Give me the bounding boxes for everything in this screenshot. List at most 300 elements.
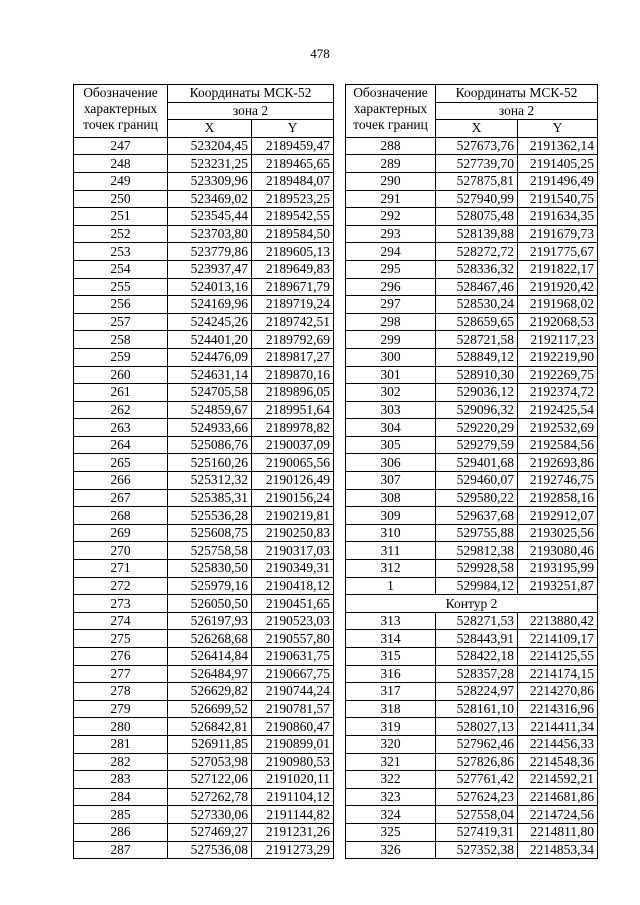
table-row: [346, 542, 598, 560]
point-number: 313: [346, 612, 436, 630]
table-row: [346, 735, 598, 753]
y-coordinate: 2190065,56: [252, 454, 334, 472]
point-number: 292: [346, 208, 436, 226]
x-coordinate: 524245,26: [168, 313, 252, 331]
x-coordinate: 526629,82: [168, 683, 252, 701]
x-coordinate: 527624,23: [436, 788, 518, 806]
table-row: [346, 524, 598, 542]
y-coordinate: 2190860,47: [252, 718, 334, 736]
table-row: [74, 489, 334, 507]
y-coordinate: 2191775,67: [518, 243, 598, 261]
y-coordinate: 2189649,83: [252, 260, 334, 278]
x-coordinate: 524705,58: [168, 384, 252, 402]
x-coordinate: 527536,08: [168, 841, 252, 859]
point-label-header: [346, 85, 436, 138]
x-coordinate: 528271,53: [436, 612, 518, 630]
header-label-line-1: Обозначение: [353, 85, 428, 100]
x-coordinate: 528161,10: [436, 700, 518, 718]
table-row: [74, 225, 334, 243]
point-number: 295: [346, 260, 436, 278]
point-number: 310: [346, 524, 436, 542]
x-coordinate: 526197,93: [168, 612, 252, 630]
y-coordinate: 2191231,26: [252, 823, 334, 841]
point-number: 248: [74, 155, 168, 173]
point-number: 266: [74, 472, 168, 490]
y-coordinate: 2213880,42: [518, 612, 598, 630]
y-coordinate: 2214548,36: [518, 753, 598, 771]
y-coordinate: 2189792,69: [252, 331, 334, 349]
table-row: [74, 735, 334, 753]
x-coordinate: 528224,97: [436, 683, 518, 701]
point-number: 278: [74, 683, 168, 701]
zone-header: зона 2: [436, 102, 598, 120]
table-row: [346, 190, 598, 208]
y-coordinate: 2214125,55: [518, 648, 598, 666]
y-coordinate: 2190631,75: [252, 648, 334, 666]
table-row: [346, 718, 598, 736]
table-row: [74, 771, 334, 789]
y-coordinate: 2191362,14: [518, 137, 598, 155]
point-number: 300: [346, 348, 436, 366]
table-row: [346, 630, 598, 648]
x-coordinate: 524859,67: [168, 401, 252, 419]
y-coordinate: 2190126,49: [252, 472, 334, 490]
point-number: 307: [346, 472, 436, 490]
x-coordinate: 527330,06: [168, 806, 252, 824]
y-coordinate: 2214724,56: [518, 806, 598, 824]
y-coordinate: 2189742,51: [252, 313, 334, 331]
table-row: [346, 260, 598, 278]
point-number: 1: [346, 577, 436, 595]
table-row: [74, 595, 334, 613]
y-coordinate: 2191822,17: [518, 260, 598, 278]
table-row: [346, 225, 598, 243]
x-coordinate: 523937,47: [168, 260, 252, 278]
table-row: [346, 278, 598, 296]
table-row: [346, 436, 598, 454]
y-coordinate: 2191496,49: [518, 172, 598, 190]
point-number: 271: [74, 560, 168, 578]
y-coordinate: 2192693,86: [518, 454, 598, 472]
y-coordinate: 2189605,13: [252, 243, 334, 261]
header-label-line-3: точек границ: [353, 117, 428, 132]
coordinates-table-right: [345, 84, 598, 859]
y-coordinate: 2214681,86: [518, 788, 598, 806]
y-coordinate: 2192425,54: [518, 401, 598, 419]
point-number: 322: [346, 771, 436, 789]
point-number: 299: [346, 331, 436, 349]
point-number: 302: [346, 384, 436, 402]
right-table-body: [346, 137, 598, 858]
table-row: [74, 419, 334, 437]
x-coordinate: 527469,27: [168, 823, 252, 841]
coordinates-table-left: [73, 84, 334, 859]
x-coordinate: 527673,76: [436, 137, 518, 155]
y-coordinate: 2189459,47: [252, 137, 334, 155]
x-coordinate: 527826,86: [436, 753, 518, 771]
x-coordinate: 529036,12: [436, 384, 518, 402]
x-coordinate: 523545,44: [168, 208, 252, 226]
x-coordinate: 528910,30: [436, 366, 518, 384]
y-coordinate: 2192746,75: [518, 472, 598, 490]
point-number: 319: [346, 718, 436, 736]
x-coordinate: 523231,25: [168, 155, 252, 173]
y-coordinate: 2189542,55: [252, 208, 334, 226]
y-coordinate: 2192269,75: [518, 366, 598, 384]
x-coordinate: 524401,20: [168, 331, 252, 349]
table-row: [74, 454, 334, 472]
point-number: 267: [74, 489, 168, 507]
x-coordinate: 523779,86: [168, 243, 252, 261]
point-number: 304: [346, 419, 436, 437]
point-number: 321: [346, 753, 436, 771]
x-coordinate: 527558,04: [436, 806, 518, 824]
y-coordinate: 2190037,09: [252, 436, 334, 454]
point-number: 256: [74, 296, 168, 314]
point-number: 290: [346, 172, 436, 190]
table-row: [74, 331, 334, 349]
table-row: [346, 331, 598, 349]
x-coordinate: 529928,58: [436, 560, 518, 578]
coordinate-system-header: Координаты МСК-52: [168, 85, 334, 103]
table-row: [346, 489, 598, 507]
table-row: [74, 753, 334, 771]
point-number: 259: [74, 348, 168, 366]
table-row: [74, 700, 334, 718]
point-number: 301: [346, 366, 436, 384]
point-number: 297: [346, 296, 436, 314]
point-number: 326: [346, 841, 436, 859]
table-row: [346, 700, 598, 718]
table-row: [74, 665, 334, 683]
table-row: [74, 348, 334, 366]
x-coordinate: 529460,07: [436, 472, 518, 490]
point-number: 303: [346, 401, 436, 419]
y-coordinate: 2191634,35: [518, 208, 598, 226]
point-number: 252: [74, 225, 168, 243]
x-coordinate: 525536,28: [168, 507, 252, 525]
x-coordinate: 528139,88: [436, 225, 518, 243]
table-row: [74, 296, 334, 314]
x-coordinate: 527739,70: [436, 155, 518, 173]
table-row: [74, 137, 334, 155]
x-coordinate: 528443,91: [436, 630, 518, 648]
y-coordinate: 2189465,65: [252, 155, 334, 173]
table-row: [74, 542, 334, 560]
x-coordinate: 529755,88: [436, 524, 518, 542]
table-row: [346, 348, 598, 366]
y-coordinate: 2191920,42: [518, 278, 598, 296]
point-number: 282: [74, 753, 168, 771]
y-coordinate: 2214174,15: [518, 665, 598, 683]
y-coordinate: 2214109,17: [518, 630, 598, 648]
x-coordinate: 523204,45: [168, 137, 252, 155]
table-row: [346, 155, 598, 173]
y-coordinate: 2193025,56: [518, 524, 598, 542]
x-coordinate: 528422,18: [436, 648, 518, 666]
table-row: [346, 577, 598, 595]
point-number: 323: [346, 788, 436, 806]
y-coordinate: 2190451,65: [252, 595, 334, 613]
x-coordinate: 523469,02: [168, 190, 252, 208]
x-coordinate: 528659,65: [436, 313, 518, 331]
table-row: [74, 278, 334, 296]
x-column-header: X: [168, 120, 252, 138]
x-coordinate: 524933,66: [168, 419, 252, 437]
point-number: 314: [346, 630, 436, 648]
y-coordinate: 2192532,69: [518, 419, 598, 437]
point-number: 275: [74, 630, 168, 648]
point-number: 291: [346, 190, 436, 208]
y-coordinate: 2193251,87: [518, 577, 598, 595]
table-row: [74, 313, 334, 331]
x-coordinate: 529096,32: [436, 401, 518, 419]
y-coordinate: 2193080,46: [518, 542, 598, 560]
table-row: [346, 612, 598, 630]
y-coordinate: 2192858,16: [518, 489, 598, 507]
y-coordinate: 2190781,57: [252, 700, 334, 718]
y-coordinate: 2189896,05: [252, 384, 334, 402]
left-table-body: [74, 137, 334, 858]
x-coordinate: 525979,16: [168, 577, 252, 595]
table-row: [346, 384, 598, 402]
table-row: [74, 208, 334, 226]
point-number: 273: [74, 595, 168, 613]
x-coordinate: 528075,48: [436, 208, 518, 226]
point-number: 270: [74, 542, 168, 560]
point-number: 283: [74, 771, 168, 789]
coordinate-system-header: Координаты МСК-52: [436, 85, 598, 103]
point-number: 316: [346, 665, 436, 683]
point-number: 320: [346, 735, 436, 753]
x-coordinate: 525758,58: [168, 542, 252, 560]
x-column-header: X: [436, 120, 518, 138]
point-number: 260: [74, 366, 168, 384]
point-number: 281: [74, 735, 168, 753]
y-coordinate: 2189817,27: [252, 348, 334, 366]
table-row: [74, 243, 334, 261]
table-row: [74, 806, 334, 824]
y-coordinate: 2191104,12: [252, 788, 334, 806]
point-number: 265: [74, 454, 168, 472]
x-coordinate: 524013,16: [168, 278, 252, 296]
point-number: 253: [74, 243, 168, 261]
table-row: [346, 419, 598, 437]
table-row: [346, 788, 598, 806]
table-row: [74, 612, 334, 630]
y-coordinate: 2214853,34: [518, 841, 598, 859]
table-row: [74, 366, 334, 384]
table-row: [346, 823, 598, 841]
y-coordinate: 2190250,83: [252, 524, 334, 542]
x-coordinate: 523703,80: [168, 225, 252, 243]
x-coordinate: 527122,06: [168, 771, 252, 789]
x-coordinate: 524169,96: [168, 296, 252, 314]
y-coordinate: 2214411,34: [518, 718, 598, 736]
table-row: [346, 366, 598, 384]
table-row: [74, 155, 334, 173]
point-number: 250: [74, 190, 168, 208]
y-coordinate: 2190418,12: [252, 577, 334, 595]
table-row: [74, 683, 334, 701]
header-label-line-2: характерных: [353, 101, 428, 116]
y-coordinate: 2191679,73: [518, 225, 598, 243]
x-coordinate: 526484,97: [168, 665, 252, 683]
y-coordinate: 2190523,03: [252, 612, 334, 630]
contour-row: [346, 595, 598, 613]
point-number: 249: [74, 172, 168, 190]
point-number: 306: [346, 454, 436, 472]
y-column-header: Y: [518, 120, 598, 138]
x-coordinate: 528357,28: [436, 665, 518, 683]
y-coordinate: 2192068,53: [518, 313, 598, 331]
y-coordinate: 2191273,29: [252, 841, 334, 859]
point-number: 277: [74, 665, 168, 683]
x-coordinate: 527962,46: [436, 735, 518, 753]
x-coordinate: 525608,75: [168, 524, 252, 542]
point-number: 257: [74, 313, 168, 331]
x-coordinate: 528336,32: [436, 260, 518, 278]
table-row: [346, 401, 598, 419]
point-number: 262: [74, 401, 168, 419]
x-coordinate: 529220,29: [436, 419, 518, 437]
x-coordinate: 526268,68: [168, 630, 252, 648]
x-coordinate: 527419,31: [436, 823, 518, 841]
table-row: [74, 472, 334, 490]
point-number: 311: [346, 542, 436, 560]
table-row: [74, 384, 334, 402]
x-coordinate: 529401,68: [436, 454, 518, 472]
x-coordinate: 529580,22: [436, 489, 518, 507]
point-number: 289: [346, 155, 436, 173]
table-row: [346, 683, 598, 701]
table-row: [346, 208, 598, 226]
point-number: 285: [74, 806, 168, 824]
x-coordinate: 527875,81: [436, 172, 518, 190]
x-coordinate: 527761,42: [436, 771, 518, 789]
table-row: [74, 172, 334, 190]
x-coordinate: 525160,26: [168, 454, 252, 472]
y-coordinate: 2191020,11: [252, 771, 334, 789]
x-coordinate: 525312,32: [168, 472, 252, 490]
y-coordinate: 2189951,64: [252, 401, 334, 419]
x-coordinate: 525385,31: [168, 489, 252, 507]
y-coordinate: 2189719,24: [252, 296, 334, 314]
table-row: [346, 560, 598, 578]
table-row: [346, 313, 598, 331]
table-row: [74, 823, 334, 841]
point-number: 258: [74, 331, 168, 349]
y-coordinate: 2214316,96: [518, 700, 598, 718]
x-coordinate: 527352,38: [436, 841, 518, 859]
table-row: [74, 436, 334, 454]
y-coordinate: 2189870,16: [252, 366, 334, 384]
y-coordinate: 2191405,25: [518, 155, 598, 173]
point-number: 317: [346, 683, 436, 701]
x-coordinate: 525830,50: [168, 560, 252, 578]
table-row: [346, 243, 598, 261]
x-coordinate: 526842,81: [168, 718, 252, 736]
y-coordinate: 2190219,81: [252, 507, 334, 525]
point-number: 268: [74, 507, 168, 525]
x-coordinate: 526911,85: [168, 735, 252, 753]
point-number: 269: [74, 524, 168, 542]
table-row: [74, 524, 334, 542]
point-label-header: [74, 85, 168, 138]
x-coordinate: 529279,59: [436, 436, 518, 454]
table-row: [74, 718, 334, 736]
point-number: 325: [346, 823, 436, 841]
point-number: 276: [74, 648, 168, 666]
point-number: 254: [74, 260, 168, 278]
y-coordinate: 2214456,33: [518, 735, 598, 753]
y-coordinate: 2190156,24: [252, 489, 334, 507]
header-label-line-2: характерных: [83, 101, 158, 116]
x-coordinate: 526699,52: [168, 700, 252, 718]
table-row: [74, 841, 334, 859]
y-coordinate: 2192117,23: [518, 331, 598, 349]
table-row: [346, 841, 598, 859]
y-coordinate: 2190899,01: [252, 735, 334, 753]
table-row: [74, 577, 334, 595]
point-number: 309: [346, 507, 436, 525]
x-coordinate: 525086,76: [168, 436, 252, 454]
point-number: 280: [74, 718, 168, 736]
point-number: 274: [74, 612, 168, 630]
point-number: 261: [74, 384, 168, 402]
table-row: [74, 560, 334, 578]
table-row: [346, 472, 598, 490]
point-number: 247: [74, 137, 168, 155]
point-number: 308: [346, 489, 436, 507]
point-number: 298: [346, 313, 436, 331]
y-column-header: Y: [252, 120, 334, 138]
y-coordinate: 2191540,75: [518, 190, 598, 208]
table-row: [346, 296, 598, 314]
x-coordinate: 528721,58: [436, 331, 518, 349]
x-coordinate: 528849,12: [436, 348, 518, 366]
x-coordinate: 529984,12: [436, 577, 518, 595]
point-number: 279: [74, 700, 168, 718]
point-number: 287: [74, 841, 168, 859]
point-number: 315: [346, 648, 436, 666]
y-coordinate: 2190557,80: [252, 630, 334, 648]
table-row: [346, 806, 598, 824]
table-row: [346, 137, 598, 155]
y-coordinate: 2190980,53: [252, 753, 334, 771]
y-coordinate: 2190349,31: [252, 560, 334, 578]
point-number: 288: [346, 137, 436, 155]
y-coordinate: 2190317,03: [252, 542, 334, 560]
page-number: 478: [310, 46, 330, 61]
point-number: 272: [74, 577, 168, 595]
contour-label: Контур 2: [346, 595, 598, 613]
y-coordinate: 2214811,80: [518, 823, 598, 841]
x-coordinate: 529637,68: [436, 507, 518, 525]
x-coordinate: 524476,09: [168, 348, 252, 366]
y-coordinate: 2189523,25: [252, 190, 334, 208]
table-row: [74, 401, 334, 419]
point-number: 296: [346, 278, 436, 296]
table-row: [346, 665, 598, 683]
y-coordinate: 2191968,02: [518, 296, 598, 314]
x-coordinate: 526050,50: [168, 595, 252, 613]
table-row: [346, 648, 598, 666]
y-coordinate: 2192912,07: [518, 507, 598, 525]
point-number: 312: [346, 560, 436, 578]
y-coordinate: 2192584,56: [518, 436, 598, 454]
y-coordinate: 2189584,50: [252, 225, 334, 243]
